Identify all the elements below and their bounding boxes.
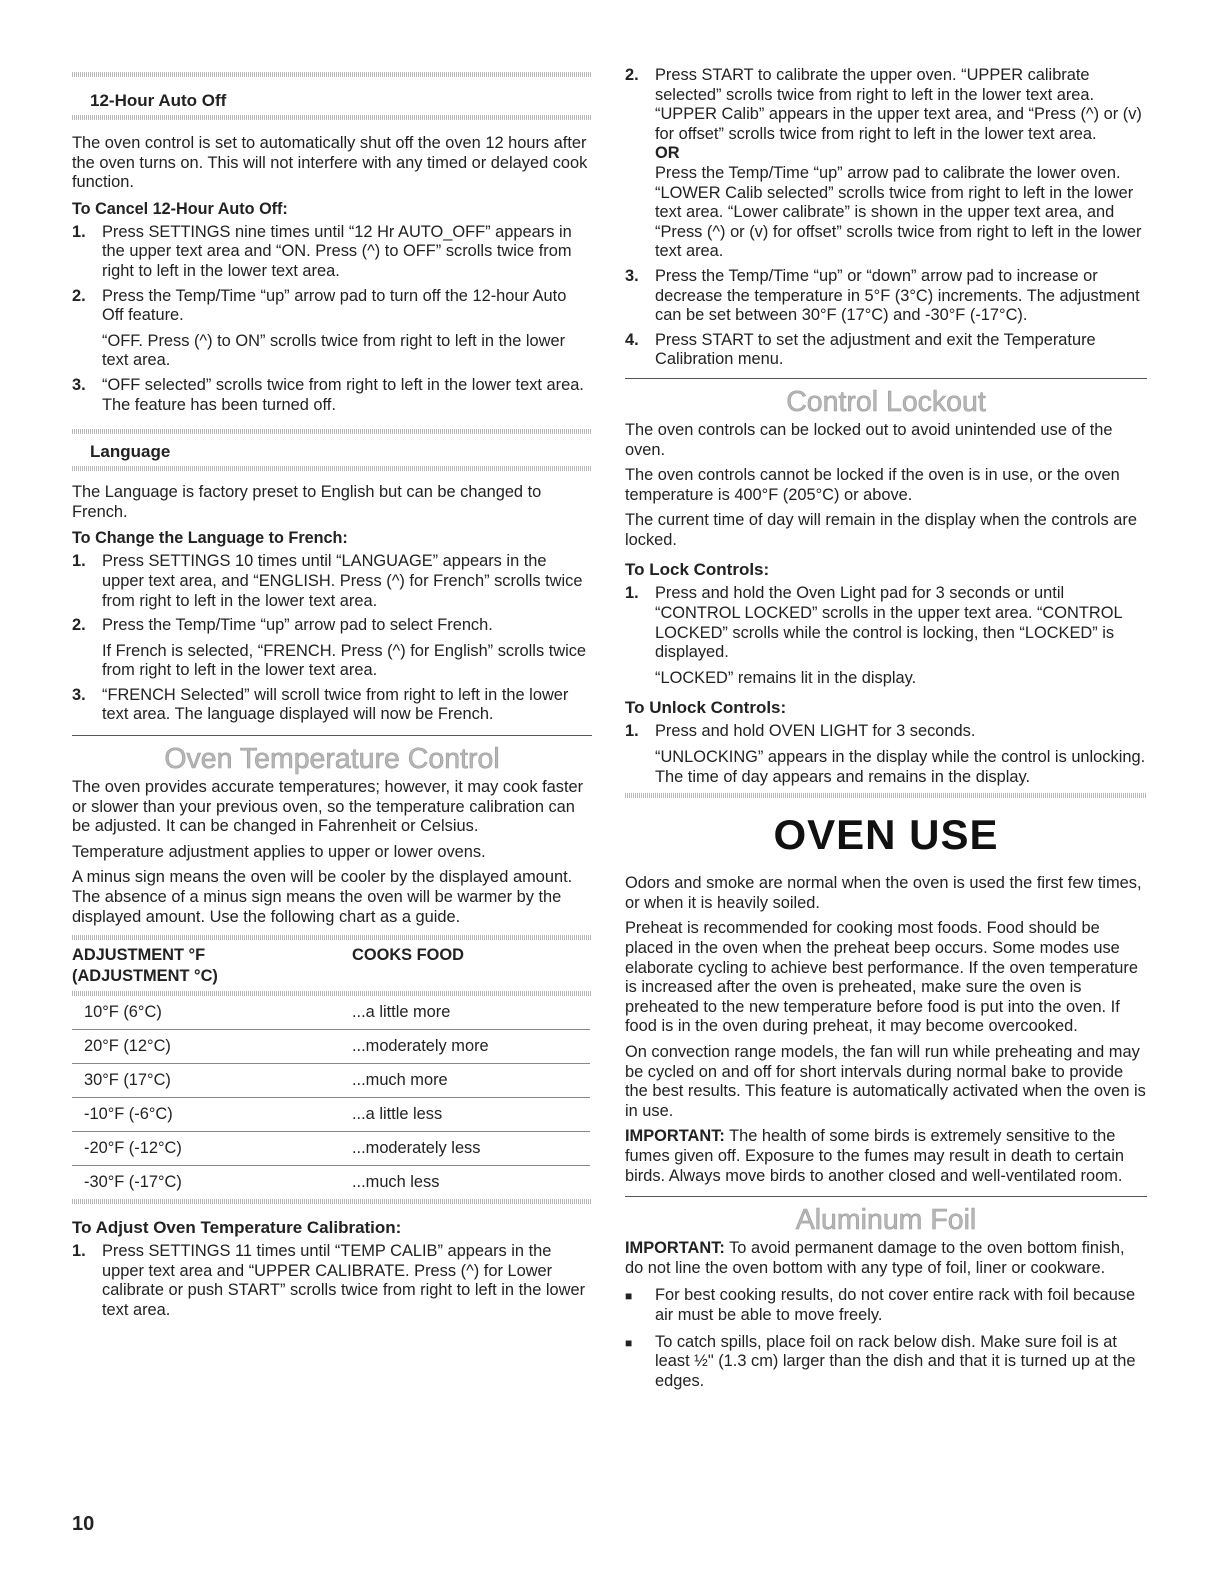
cooks-food-cell: ...moderately less [352,1132,590,1166]
step-number: 4. [625,330,639,349]
unlock-controls-heading: To Unlock Controls: [625,698,787,718]
foil-bullets [625,1286,1147,1391]
temp-control-p2: Temperature adjustment applies to upper or lower ovens. [72,842,486,861]
step-number: 1. [625,584,639,603]
step-text: Press and hold the Oven Light pad for 3 seconds or until “CONTROL LOCKED” scrolls in the upper text area. “CONTROL LOCKED” scrolls while the control is locking, then “LOCKED” is displayed. [655,584,1122,662]
cooks-food-cell: ...a little less [352,1098,590,1132]
section-divider [72,429,592,434]
lock-controls-heading: To Lock Controls: [625,560,770,580]
table-header-adjustment [72,940,352,991]
table-row [72,1064,590,1098]
list-item [625,584,1147,688]
lockout-p1: The oven controls can be locked out to avoid unintended use of the oven. [625,420,1113,459]
oven-use-p1: Odors and smoke are normal when the oven is used the first few times, or when it is heavily soiled. [625,874,1142,912]
temp-control-heading: Oven Temperature Control [164,743,500,776]
adjustment-cell: 30°F (17°C) [72,1064,352,1098]
cooks-food-cell: ...moderately more [352,1030,590,1064]
section-divider [625,793,1147,798]
step-subtext: “UNLOCKING” appears in the display while the control is unlocking. The time of day appears and remains in the display. [655,748,1146,786]
step-number: 3. [72,375,86,394]
step-number: 1. [72,222,86,241]
calibration-steps [72,1242,592,1320]
aluminum-foil-heading: Aluminum Foil [795,1204,977,1237]
step-text: Press the Temp/Time “up” arrow pad to turn off the 12-hour Auto Off feature. [102,286,567,325]
temp-control-p3: A minus sign means the oven will be cooler by the displayed amount. The absence of a minus sign means the oven will be warmer by the displayed amount. Use the following chart as a guide. [72,868,573,926]
important-text: The health of some birds is extremely sensitive to the fumes given off. Exposure to the fumes may result in death to certain birds. Always move birds to another closed and well-ventilated room. [625,1127,1124,1185]
header-adjustment-f: ADJUSTMENT °F [72,946,206,965]
step-number: 2. [72,616,86,635]
language-heading: Language [90,442,171,462]
adjustment-cell: -10°F (-6°C) [72,1098,352,1132]
adjust-calibration-heading: To Adjust Oven Temperature Calibration: [72,1218,402,1238]
step-number: 2. [72,286,86,305]
table-row [72,1098,590,1132]
bullet-icon: ■ [625,1335,633,1350]
bullet-text: To catch spills, place foil on rack below dish. Make sure foil is at least ½" (1.3 cm) larger than the dish and that it is turned up at the edges. [655,1332,1136,1390]
list-item [625,66,1147,262]
step-subtext: Press the Temp/Time “up” arrow pad to calibrate the lower oven. “LOWER Calib selected” scrolls twice from right to left in the lower text area. “Lower calibrate” is shown in the upper text area, and “Press (^) or (v) for offset” scrolls twice from right to left in the lower text area. [655,163,1142,261]
table-row [72,996,590,1030]
section-divider [72,115,592,120]
important-label: IMPORTANT: [625,1127,725,1146]
bullet-text: For best cooking results, do not cover entire rack with foil because air must be able to move freely. [655,1286,1136,1324]
bullet-icon: ■ [625,1289,633,1304]
unlock-steps [625,722,1147,787]
cooks-food-cell: ...a little more [352,996,590,1030]
step-number: 1. [625,722,639,741]
or-label: OR [655,144,680,163]
auto-off-steps [72,223,592,415]
right-column [625,66,1147,1396]
table-header-row [72,940,590,991]
section-rule [72,735,592,736]
table-divider [72,1199,592,1204]
step-number: 2. [625,66,639,84]
list-item [625,1333,1147,1392]
step-text: Press the Temp/Time “up” arrow pad to select French. [102,616,493,635]
temp-control-p1: The oven provides accurate temperatures; however, it may cook faster or slower than your previous oven, so the temperature calibration can be adjusted. It can be changed in Fahrenheit or Celsius. [72,778,584,836]
adjustment-table [72,940,590,991]
page-number: 10 [72,1513,95,1535]
lockout-p2: The oven controls cannot be locked if the oven is in use, or the oven temperature is 400°F (205°C) or above. [625,466,1120,504]
section-rule [625,378,1147,379]
list-item [72,376,592,415]
change-language-heading: To Change the Language to French: [72,529,348,548]
adjustment-cell: -30°F (-17°C) [84,1173,182,1192]
list-item [72,552,592,611]
cancel-auto-off-heading: To Cancel 12-Hour Auto Off: [72,199,288,218]
step-text: “FRENCH Selected” will scroll twice from right to left in the lower text area. The language displayed will now be French. [102,685,569,724]
list-item [72,223,592,282]
step-number: 3. [625,266,639,285]
table-row [72,1132,590,1166]
step-number: 1. [72,552,86,571]
left-column [72,66,592,1326]
section-divider [72,466,592,471]
list-item [72,686,592,725]
list-item [625,331,1147,370]
oven-use-p3: On convection range models, the fan will run while preheating and may be cycled on and off for short intervals during normal bake to provide the best results. This feature is automatically activated when the oven is in use. [625,1042,1146,1120]
section-divider [72,72,592,77]
lockout-p3: The current time of day will remain in the display when the controls are locked. [625,511,1137,549]
important-label: IMPORTANT: [625,1239,725,1258]
step-text: Press START to calibrate the upper oven. “UPPER calibrate selected” scrolls twice from right to left in the lower text area. “UPPER Calib” appears in the upper text area, and “Press (^) or (v) for offset” scrolls twice from right to left in the lower text area. [655,66,1142,143]
foil-important [625,1239,1147,1278]
adjustment-cell: -20°F (-12°C) [72,1132,352,1166]
adjustment-cell: 10°F (6°C) [72,996,352,1030]
oven-use-title: OVEN USE [773,811,999,859]
list-item [625,722,1147,787]
adjustment-cell: 20°F (12°C) [72,1030,352,1064]
adjustment-table-body [72,996,590,1199]
list-item [625,1286,1147,1325]
step-text: Press SETTINGS 11 times until “TEMP CALIB” appears in the upper text area and “UPPER CALIBRATE. Press (^) for Lower calibrate or push START” scrolls twice from right to left in the lower text area. [102,1242,586,1319]
cooks-food-cell: ...much less [352,1173,440,1192]
language-steps [72,552,592,725]
auto-off-intro: The oven control is set to automatically shut off the oven 12 hours after the oven turns on. This will not interfere with any timed or delayed cook function. [72,134,588,192]
list-item [72,616,592,681]
step-subtext: “OFF. Press (^) to ON” scrolls twice from right to left in the lower text area. [102,331,566,370]
cooks-food-cell: ...much more [352,1064,590,1098]
step-text: Press SETTINGS nine times until “12 Hr AUTO_OFF” appears in the upper text area and “ON. Press (^) to OFF” scrolls twice from right to left in the lower text area. [102,222,572,280]
language-intro: The Language is factory preset to English but can be changed to French. [72,483,542,521]
step-text: Press the Temp/Time “up” or “down” arrow pad to increase or decrease the temperature in 5°F (3°C) increments. The adjustment can be set between 30°F (17°C) and -30°F (-17°C). [655,266,1140,325]
lock-steps [625,584,1147,688]
table-row [72,1030,590,1064]
step-text: Press START to set the adjustment and exit the Temperature Calibration menu. [655,330,1096,369]
step-subtext: “LOCKED” remains lit in the display. [655,668,917,687]
oven-use-p2: Preheat is recommended for cooking most foods. Food should be placed in the oven when the preheat beep occurs. Some modes use elaborate cycling to achieve best performance. If the oven temperature is increased after the oven is preheated, make sure the oven is preheated to the new temperature before food is put into the oven. If food is in the oven during preheat, it may become overcooked. [625,919,1138,1036]
header-adjustment-c: (ADJUSTMENT °C) [72,967,218,986]
list-item [625,267,1147,326]
step-number: 1. [72,1242,86,1261]
step-subtext: If French is selected, “FRENCH. Press (^) for English” scrolls twice from right to left in the lower text area. [102,641,587,680]
important-text: To avoid permanent damage to the oven bottom finish, do not line the oven bottom with any type of foil, liner or cookware. [625,1239,1125,1277]
list-item [72,287,592,371]
list-item [72,1242,592,1320]
calibration-steps-continued [625,66,1147,370]
step-text: “OFF selected” scrolls twice from right to left in the lower text area. The feature has been turned off. [102,375,584,414]
section-rule [625,1196,1147,1197]
step-text: Press and hold OVEN LIGHT for 3 seconds. [655,722,976,741]
table-row [72,1166,590,1200]
step-text: Press SETTINGS 10 times until “LANGUAGE” appears in the upper text area, and “ENGLISH. Press (^) for French” scrolls twice from right to left in the lower text area. [102,552,583,610]
control-lockout-heading: Control Lockout [786,385,986,418]
auto-off-heading: 12-Hour Auto Off [90,91,227,110]
oven-use-important [625,1127,1147,1186]
table-header-cooks-food: COOKS FOOD [352,946,465,965]
step-number: 3. [72,685,86,704]
